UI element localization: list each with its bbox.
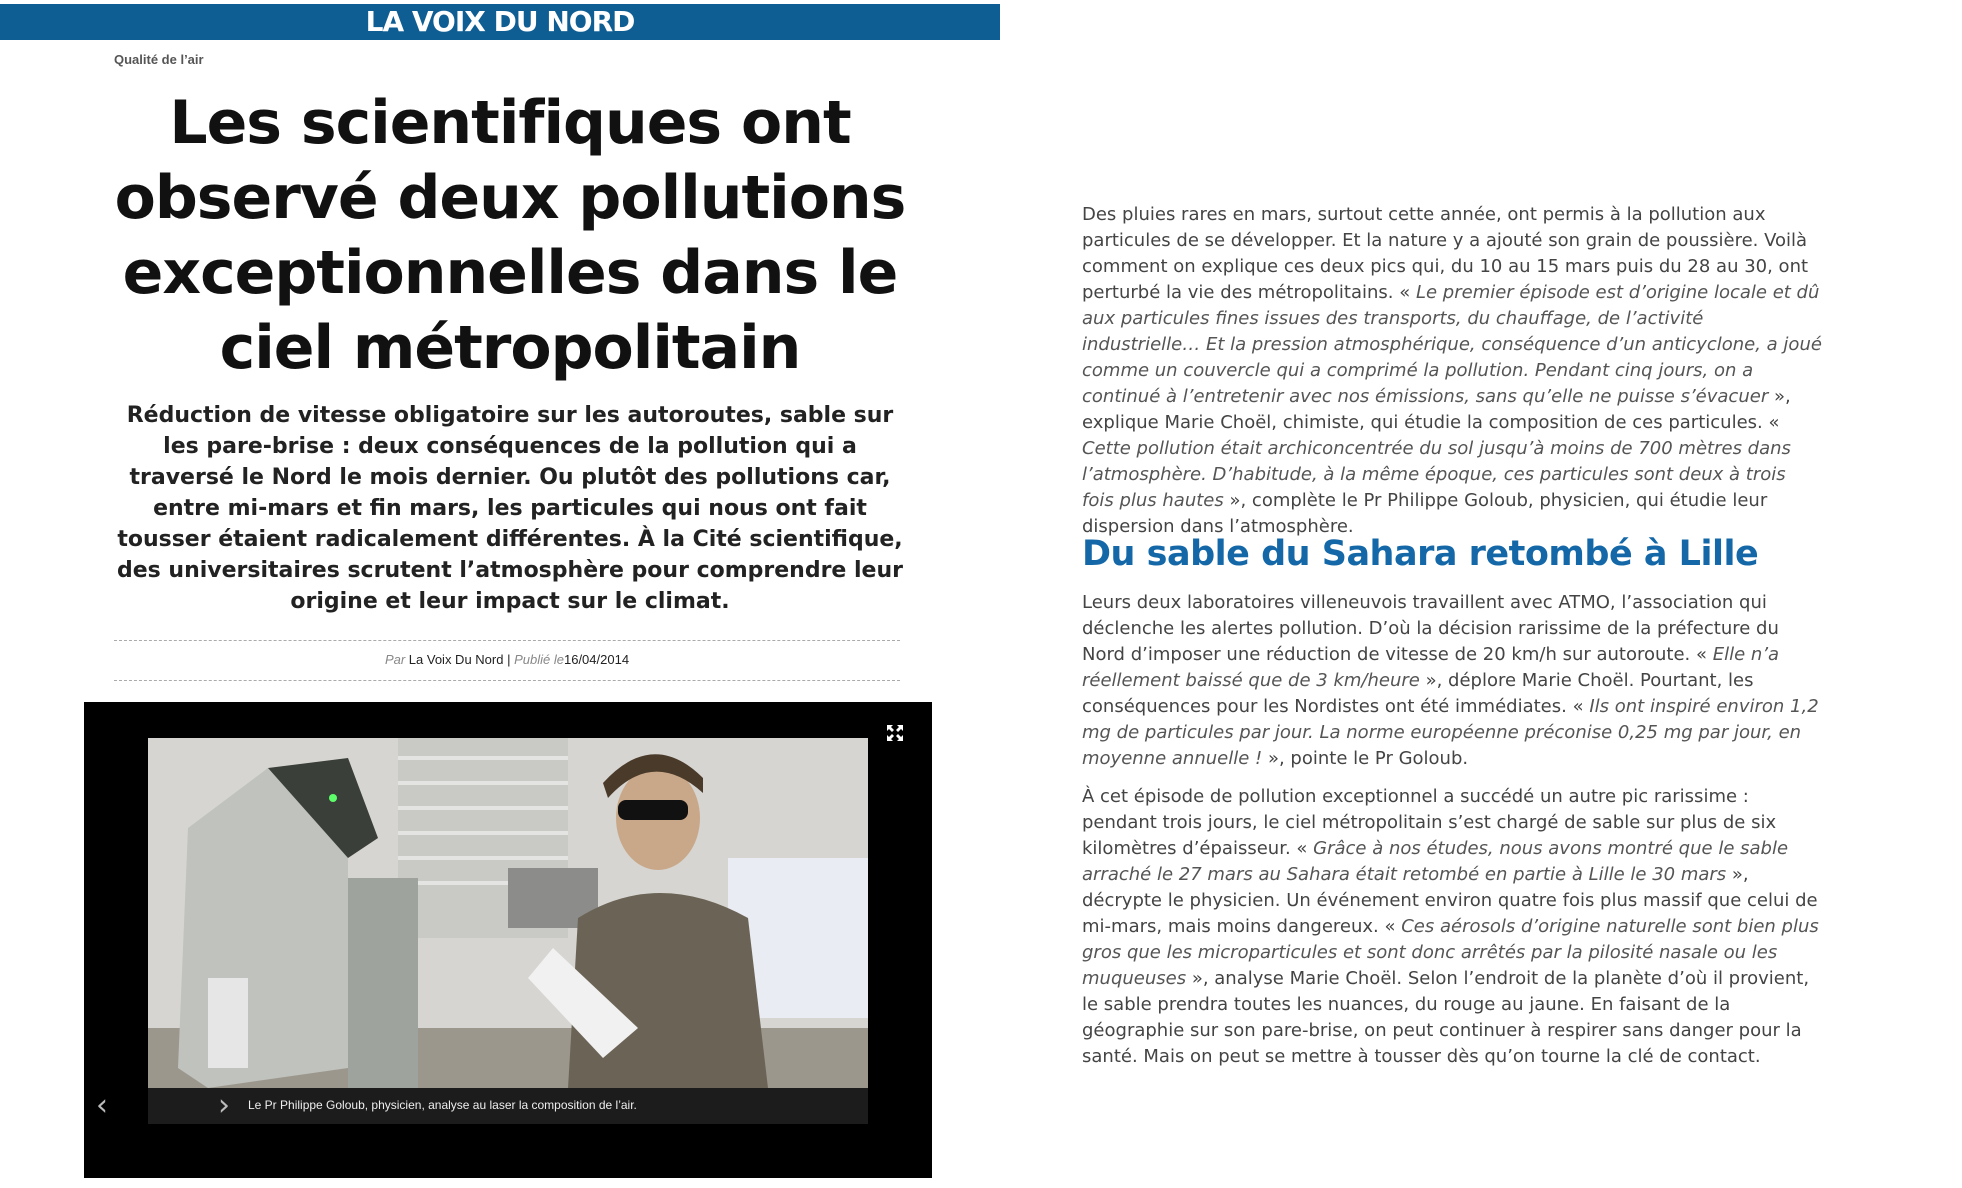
byline [114,652,900,667]
article-subhead: Du sable du Sahara retombé à Lille [1082,534,1759,574]
body-text: », déplore Marie Choël. Pourtant, les conséquences pour les Nordistes ont été immédiates. « [1082,670,1754,717]
photo-caption: Le Pr Philippe Goloub, physicien, analyse au laser la composition de l’air. [248,1098,637,1112]
body-text: », décrypte le physicien. Un événement environ quatre fois plus massif que celui de mi-mars, mais moins dangereux. « [1082,864,1818,937]
body-text: », explique Marie Choël, chimiste, qui étudie la composition de ces particules. « [1082,386,1791,433]
byline-par: Par [384,652,406,667]
body-text: À cet épisode de pollution exceptionnel a succédé un autre pic rarissime : pendant trois jours, le ciel métropolitain s’est chargé de sable sur plus de six kilomètres d’épaisseur. « [1082,786,1777,859]
byline-published-label: Publié le [514,652,564,667]
article-lead: Réduction de vitesse obligatoire sur les autoroutes, sable sur les pare-brise : deux conséquences de la pollution qui a traversé le Nord le mois dernier. Ou plutôt des pollutions car, entre mi-mars et fin mars, les particules qui nous ont fait tousser étaient radicalement différentes. À la Cité scientifique, des universitaires scrutent l’atmosphère pour comprendre leur origine et leur impact sur le climat. [117,403,903,614]
body-paragraph-1 [1082,202,1822,540]
body-text: », complète le Pr Philippe Goloub, physicien, qui étudie leur dispersion dans l’atmosphère. [1082,490,1768,537]
article-headline: Les scientifiques ont observé deux pollutions exceptionnelles dans le ciel métropolitain [114,88,906,383]
divider-bottom [114,680,900,681]
byline-date: 16/04/2014 [563,652,630,667]
quote: Ils ont inspiré environ 1,2 mg de particules par jour. La norme européenne préconise 0,25 mg par jour, en moyenne annuelle ! [1082,696,1819,769]
body-text: », pointe le Pr Goloub. [1262,748,1469,769]
quote: Le premier épisode est d’origine locale et dû aux particules fines issues des transports, du chauffage, de l’activité industrielle… Et la pression atmosphérique, conséquence d’un anticyclone, a joué comme un couvercle qui a comprimé la pollution. Pendant cinq jours, on a continué à l’entretenir avec nos émissions, sans qu’elle ne puisse s’évacuer [1082,282,1822,407]
article-kicker[interactable]: Qualité de l’air [114,52,204,67]
expand-icon[interactable] [886,724,904,747]
gallery-photo[interactable] [148,738,868,1088]
body-paragraph-2 [1082,590,1822,772]
quote: Elle n’a réellement baissé que de 3 km/heure [1082,644,1780,691]
gallery-next-button[interactable]: › [218,1088,230,1123]
byline-author[interactable]: La Voix Du Nord [408,652,504,667]
gallery-prev-button[interactable]: ‹ [96,1088,108,1123]
body-text: Des pluies rares en mars, surtout cette année, ont permis à la pollution aux particules de se développer. Et la nature y a ajouté son grain de poussière. Voilà comment on explique ces deux pics qui, du 10 au 15 mars puis du 28 au 30, ont perturbé la vie des métropolitains. « [1082,204,1809,303]
site-logo[interactable]: LA VOIX DU NORD [365,5,635,38]
photo-illustration [148,738,868,1088]
divider-top [114,640,900,641]
body-text: Leurs deux laboratoires villeneuvois travaillent avec ATMO, l’association qui déclenche les alertes pollution. D’où la décision rarissime de la préfecture du Nord d’imposer une réduction de vitesse de 20 km/h sur autoroute. « [1082,592,1779,665]
photo-gallery [84,702,932,1178]
body-paragraph-3 [1082,784,1822,1070]
body-text: », analyse Marie Choël. Selon l’endroit de la planète d’où il provient, le sable prendra toutes les nuances, du rouge au jaune. En faisant de la géographie sur son pare-brise, on peut continuer à respirer sans danger pour la santé. Mais on peut se mettre à tousser dès qu’on tourne la clé de contact. [1082,968,1810,1067]
quote: Cette pollution était archiconcentrée du sol jusqu’à moins de 700 mètres dans l’atmosphère. D’habitude, à la même époque, ces particules sont deux à trois fois plus hautes [1082,438,1791,511]
byline-separator: | [507,652,511,667]
quote: Grâce à nos études, nous avons montré que le sable arraché le 27 mars au Sahara était retombé en partie à Lille le 30 mars [1082,838,1789,885]
quote: Ces aérosols d’origine naturelle sont bien plus gros que les microparticules et sont donc arrêtés par la pilosité nasale ou les muqueuses [1082,916,1819,989]
masthead [0,4,1000,40]
